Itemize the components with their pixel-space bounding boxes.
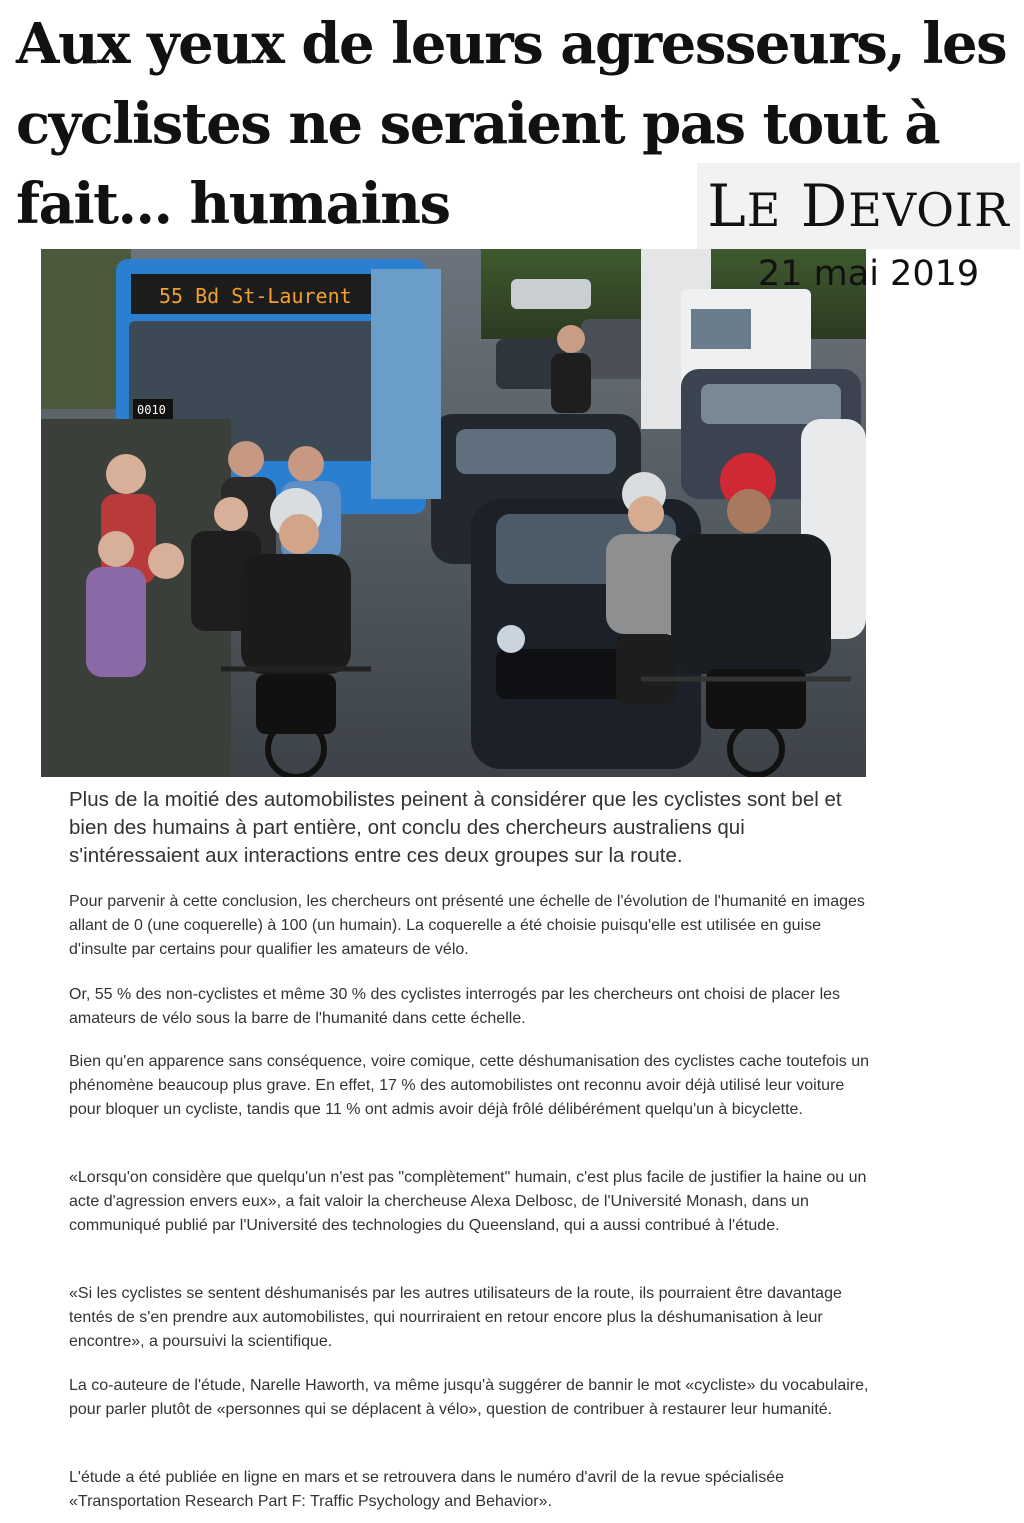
newspaper-logo-text: LE DEVOIR	[707, 172, 1010, 240]
article-paragraph: «Lorsqu'on considère que quelqu'un n'est pas "complètement" humain, c'est plus facile de justifier la haine ou un acte d'agression envers eux», a fait valoir la chercheuse Alexa Delbosc, de l'Université Monash, dans un communiqué publié par l'Université des technologies du Queensland, qui a aussi contribué à l'étude.	[69, 1169, 867, 1234]
article-paragraph: Or, 55 % des non-cyclistes et même 30 % des cyclistes interrogés par les chercheurs ont choisi de placer les amateurs de vélo sous la barre de l'humanité dans cette échelle.	[69, 986, 841, 1027]
article-paragraph: L'étude a été publiée en ligne en mars et se retrouvera dans le numéro d'avril de la revue spécialisée «Transportation Research Part F: Traffic Psychology and Behavior».	[69, 1469, 784, 1510]
publication-date: 21 mai 2019	[758, 254, 980, 294]
bus-destination-sign: 55 Bd St-Laurent	[159, 284, 352, 308]
article-photo	[41, 249, 866, 777]
article-paragraph: Pour parvenir à cette conclusion, les chercheurs ont présenté une échelle de l'évolution de l'humanité en images allant de 0 (une coquerelle) à 100 (un humain). La coquerelle a été choisie puisqu'elle est utilisée en guise d'insulte par certains pour qualifier les amateurs de vélo.	[69, 893, 865, 958]
article-paragraph: Bien qu'en apparence sans conséquence, voire comique, cette déshumanisation des cyclistes cache toutefois un phénomène beaucoup plus grave. En effet, 17 % des automobilistes ont reconnu avoir déjà utilisé leur voiture pour bloquer un cycliste, tandis que 11 % ont admis avoir déjà frôlé délibérément quelqu'un à bicyclette.	[69, 1053, 869, 1118]
article-headline: Aux yeux de leurs agresseurs, les cyclistes ne seraient pas tout à fait... humains	[16, 11, 1007, 237]
article-paragraph: La co-auteure de l'étude, Narelle Haworth, va même jusqu'à suggérer de bannir le mot «cycliste» du vocabulaire, pour parler plutôt de «personnes qui se déplacent à vélo», question de contribuer à restaurer leur humanité.	[69, 1377, 869, 1418]
article-lede: Plus de la moitié des automobilistes peinent à considérer que les cyclistes sont bel et bien des humains à part entière, ont conclu des chercheurs australiens qui s'intéressaient aux interactions entre ces deux groupes sur la route.	[69, 788, 842, 867]
article-paragraph: «Si les cyclistes se sentent déshumanisés par les autres utilisateurs de la route, ils pourraient être davantage tentés de s'en prendre aux automobilistes, qui nourriraient en retour encore plus la déshumanisation à leur encontre», a poursuivi la scientifique.	[69, 1285, 842, 1350]
bus-number: 0010	[137, 403, 166, 417]
cyclists-traffic-illustration	[41, 249, 866, 777]
newspaper-logo	[697, 163, 1020, 249]
